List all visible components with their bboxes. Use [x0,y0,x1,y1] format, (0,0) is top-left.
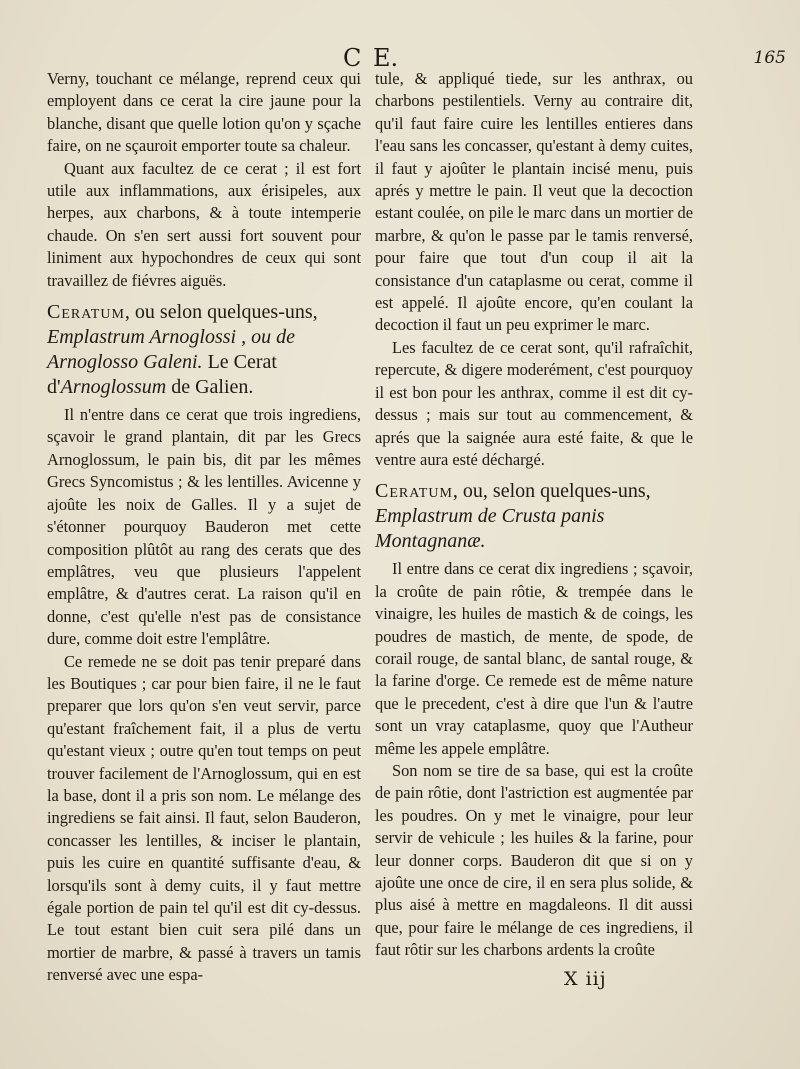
heading-text: Le Cerat d' [47,351,277,399]
signature-mark: X iij [564,968,607,990]
running-head-left: C [343,44,363,72]
page-number: 165 [753,48,786,68]
paragraph: Son nom se tire de sa base, qui est la croûte de pain rôtie, dont l'astriction est augmentée par les poudres. On y met le vinaigre, pour leur servir de vehicule ; les huiles & la farine, pour leur donner corps. Bauderon dit que si on y ajoûte une once de cire, il en sera plus solide, & plus aisé à mettre en magdaleons. Il dit aussi que, pour faire le mélange de ces ingrediens, il faut rôtir sur les charbons ardents la croûte [375,760,693,960]
paragraph: Quant aux facultez de ce cerat ; il est fort utile aux inflammations, aux érisipeles, aux herpes, aux charbons, & à toute intemperie chaude. On s'en sert aussi fort souvent pour liniment aux hypochondres de ceux qui sont travaillez de fiévres aiguës. [47,158,361,290]
paragraph: Verny, touchant ce mélange, reprend ceux qui employent dans ce cerat la cire jaune pour la blanche, disant que quelle lotion qu'on y sçache faire, on ne sçauroit emporter toute sa chaleur. [47,69,361,156]
section-heading [47,300,361,400]
paragraph: Les facultez de ce cerat sont, qu'il rafraîchit, repercute, & digere moderément, c'est pourquoy il est bon pour les anthrax, comme il est dit cy-dessus ; mais sur tout au commencement, & aprés que la saignée aura esté faite, & que le ventre aura esté déchargé. [375,337,693,469]
paragraph: Il entre dans ce cerat dix ingrediens ; sçavoir, la croûte de pain rôtie, & trempée dans le vinaigre, les huiles de mastich & de coings, les poudres de mastich, de mente, de spode, de corail rouge, de santal blanc, de santal rouge, & la farine d'orge. Ce remede est de même nature que le precedent, c'est à dire que l'un & l'autre sont un vray cataplasme, quoy que l'Autheur même les appele emplâtre. [375,559,693,758]
paragraph: Ce remede ne se doit pas tenir preparé dans les Boutiques ; car pour bien faire, il ne le faut preparer que lors qu'on s'en veut servir, parce qu'estant fraîchement fait, il a plus de vertu qu'estant vieux ; outre qu'en tout temps on peut trouver facilement de l'Arnoglossum, qui en est la base, dont il a pris son nom. Le mélange des ingrediens se fait ainsi. Il faut, selon Bauderon, concasser les lentilles, & inciser le plantain, puis les cuire en quantité suffisante d'eau, & lorsqu'ils sont à demy cuits, il y faut mettre égale portion de pain tel qu'il est dit cy-dessus. Le tout estant bien cuit sera pilé dans un mortier de marbre, & passé à travers un tamis renversé avec une espa- [47,651,361,985]
section-heading [375,479,693,554]
paragraph: tule, & appliqué tiede, sur les anthrax, ou charbons pestilentiels. Verny au contraire dit, qu'il faut faire cuire les lentilles entieres dans l'eau sans les concasser, qu'estant à demy cuites, il faut y ajoûter le plantain incisé menu, puis aprés y mettre le pain. Il veut que la decoction estant coulée, on pile le marc dans un mortier de marbre, & qu'on le passe par le tamis renversé, pour faire que tout d'un coup il ait la consistance d'un cataplasme ou cerat, comme il est appelé. Il ajoûte encore, qu'en coulant la decoction il faut un peu exprimer le marc. [375,69,693,335]
heading-title: Ceratum [375,480,453,503]
right-column [375,68,693,962]
heading-text: , ou selon quelques-uns, [124,301,318,324]
running-head-right: E. [373,44,399,72]
heading-latin: Emplastrum de Crusta panis Montagnanæ. [375,505,605,553]
paragraph: Il n'entre dans ce cerat que trois ingrediens, sçavoir le grand plantain, dit par les Grecs Arnoglossum, le pain bis, dit par les mêmes Grecs Syncomistus ; & les lentilles. Avicenne y ajoûte les noix de Galles. Il y a sujet de s'étonner pourquoy Bauderon met cette composition plûtôt au rang des cerats que des emplâtres, veu que plusieurs l'appelent emplâtre, & d'autres cerat. La raison qu'il en donne, c'est qu'elle n'est pas de consistance dure, comme doit estre l'emplâtre. [47,405,361,649]
heading-latin: Emplastrum Arnoglossi , ou de Arnoglosso Galeni. [47,326,295,374]
left-column [47,68,361,987]
heading-text: de Galien. [166,376,254,399]
heading-latin: Arnoglossum [60,376,167,399]
heading-text: , ou, selon quelques-uns, [452,480,651,503]
heading-title: Ceratum [47,301,125,324]
